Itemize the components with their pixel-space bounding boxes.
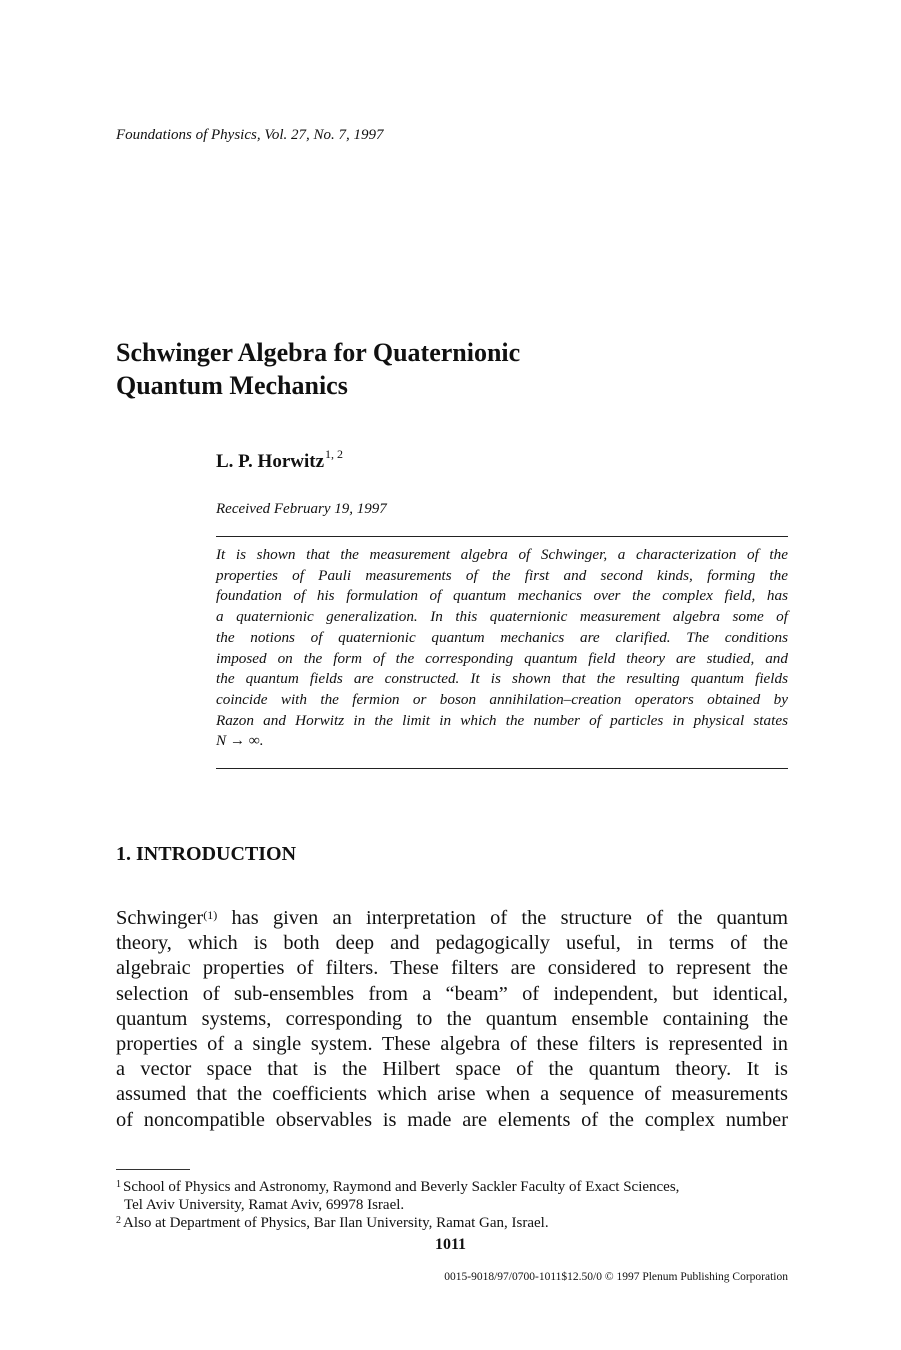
body-line — [116, 906, 788, 931]
footnote-text: School of Physics and Astronomy, Raymond and Beverly Sackler Faculty of Exact Sciences, — [123, 1179, 680, 1195]
body-first-line-rest: has given an interpretation of the structure of the quantum — [217, 907, 788, 929]
author-name: L. P. Horwitz — [216, 451, 325, 472]
body-line: assumed that the coefficients which arise when a sequence of measurements — [116, 1083, 788, 1106]
abstract-top-rule — [216, 536, 788, 537]
page-number: 1011 — [434, 1236, 467, 1253]
title-line-1: Schwinger Algebra for Quaternionic — [116, 338, 521, 367]
body-line: of noncompatible observables is made are elements of the complex number — [116, 1108, 788, 1131]
abstract-line: properties of Pauli measurements of the first and second kinds, forming the — [216, 566, 788, 584]
body-line: a vector space that is the Hilbert space of the quantum theory. It is — [116, 1058, 788, 1081]
abstract-line: a quaternionic generalization. In this quaternionic measurement algebra some of — [216, 608, 788, 626]
citation-ref: (1) — [203, 908, 218, 922]
footnote-text: Also at Department of Physics, Bar Ilan University, Ramat Gan, Israel. — [123, 1215, 549, 1232]
received-date: Received February 19, 1997 — [216, 501, 387, 517]
article-title — [116, 336, 816, 402]
abstract-line: N → ∞. — [216, 732, 264, 750]
title-line-2: Quantum Mechanics — [116, 371, 348, 400]
footnote-1 — [116, 1178, 788, 1196]
abstract-line: Razon and Horwitz in the limit in which the number of particles in physical states — [216, 711, 788, 729]
abstract-line: the quantum fields are constructed. It is shown that the resulting quantum fields — [216, 670, 788, 688]
footnote-1-continued: Tel Aviv University, Ramat Aviv, 69978 Israel. — [124, 1197, 405, 1214]
body-line: selection of sub-ensembles from a “beam” of independent, but identical, — [116, 982, 788, 1005]
footnotes — [116, 1178, 788, 1233]
body-line: theory, which is both deep and pedagogically useful, in terms of the — [116, 932, 788, 955]
body-line: quantum systems, corresponding to the quantum ensemble containing the — [116, 1007, 788, 1030]
copyright-line: 0015-9018/97/0700-1011$12.50/0 © 1997 Plenum Publishing Corporation — [444, 1271, 788, 1283]
abstract — [216, 545, 788, 752]
abstract-line: coincide with the fermion or boson annihilation–creation operators obtained by — [216, 690, 788, 708]
abstract-bottom-rule — [216, 768, 788, 769]
section-heading: 1. INTRODUCTION — [116, 843, 297, 865]
abstract-line: the notions of quaternionic quantum mechanics are clarified. The conditions — [216, 628, 788, 646]
abstract-line: imposed on the form of the corresponding quantum field theory are studied, and — [216, 649, 788, 667]
body-paragraph — [116, 906, 788, 1133]
body-first-word: Schwinger — [116, 907, 204, 929]
author-line — [216, 447, 344, 473]
body-line: algebraic properties of filters. These filters are considered to represent the — [116, 957, 788, 980]
body-line: properties of a single system. These algebra of these filters is represented in — [116, 1033, 788, 1056]
footnote-mark: 2 — [116, 1215, 121, 1227]
footnote-rule — [116, 1169, 190, 1170]
footnote-mark: 1 — [116, 1179, 121, 1190]
abstract-line: foundation of his formulation of quantum mechanics over the complex field, has — [216, 587, 788, 605]
abstract-line: It is shown that the measurement algebra of Schwinger, a characterization of the — [216, 546, 788, 563]
journal-citation: Foundations of Physics, Vol. 27, No. 7, 1997 — [116, 127, 384, 143]
author-footnote-marks: 1, 2 — [325, 447, 344, 461]
footnote-2 — [116, 1214, 788, 1232]
